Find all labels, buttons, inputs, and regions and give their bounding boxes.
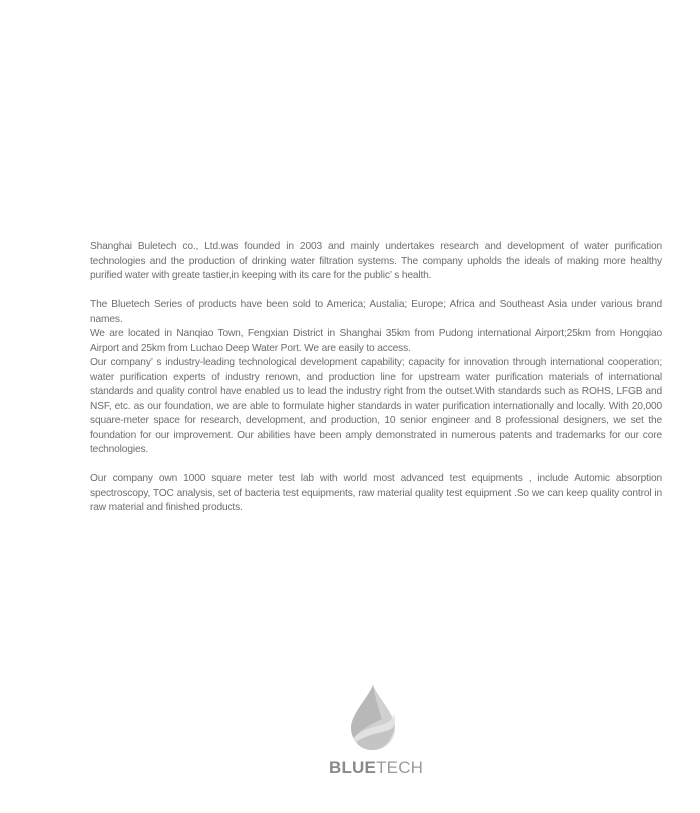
- paragraph-spacer: [90, 458, 662, 473]
- logo-text-blue: BLUE: [329, 758, 377, 777]
- paragraph-founding: Shanghai Buletech co., Ltd.was founded in 2003 and mainly undertakes research and development of water purification technologies and the production of drinking water filtration systems. The company upholds the ideals of making more healthy purified water with greate tastier,in keeping with its care for the public’ s health.: [90, 241, 662, 281]
- paragraph-spacer: [90, 284, 662, 299]
- logo-text-tech: TECH: [376, 758, 424, 777]
- paragraph-markets: The Bluetech Series of products have been sold to America; Austalia; Europe; Africa and Southeast Asia under various brand names.: [90, 299, 662, 325]
- bluetech-logo: [310, 684, 430, 784]
- paragraph-location: We are located in Nanqiao Town, Fengxian District in Shanghai 35km from Pudong international Airport;25km from Hongqiao Airport and 25km from Luchao Deep Water Port. We are easily to access.: [90, 328, 662, 354]
- company-profile-text: [90, 240, 662, 516]
- logo-wordmark: [329, 758, 423, 778]
- water-drop-icon: [348, 684, 398, 752]
- paragraph-capability: Our company’ s industry-leading technological development capability; capacity for innovation through international cooperation; water purification experts of industry renown, and production line for upstream water purification materials of international standards and quality control have enabled us to lead the industry right from the outset.With standards such as ROHS, LFGB and NSF, etc. as our foundation, we are able to formulate higher standards in water purification internationally and locally. With 20,000 square-meter space for research, development, and production, 10 senior engineer and 8 professional designers, we set the foundation for our improvement. Our abilities have been amply demonstrated in numerous patents and trademarks for our core technologies.: [90, 357, 662, 455]
- paragraph-test-lab: Our company own 1000 square meter test lab with world most advanced test equipments , include Automic absorption spectroscopy, TOC analysis, set of bacteria test equipments, raw material quality test equipment .So we can keep quality control in raw material and finished products.: [90, 473, 662, 513]
